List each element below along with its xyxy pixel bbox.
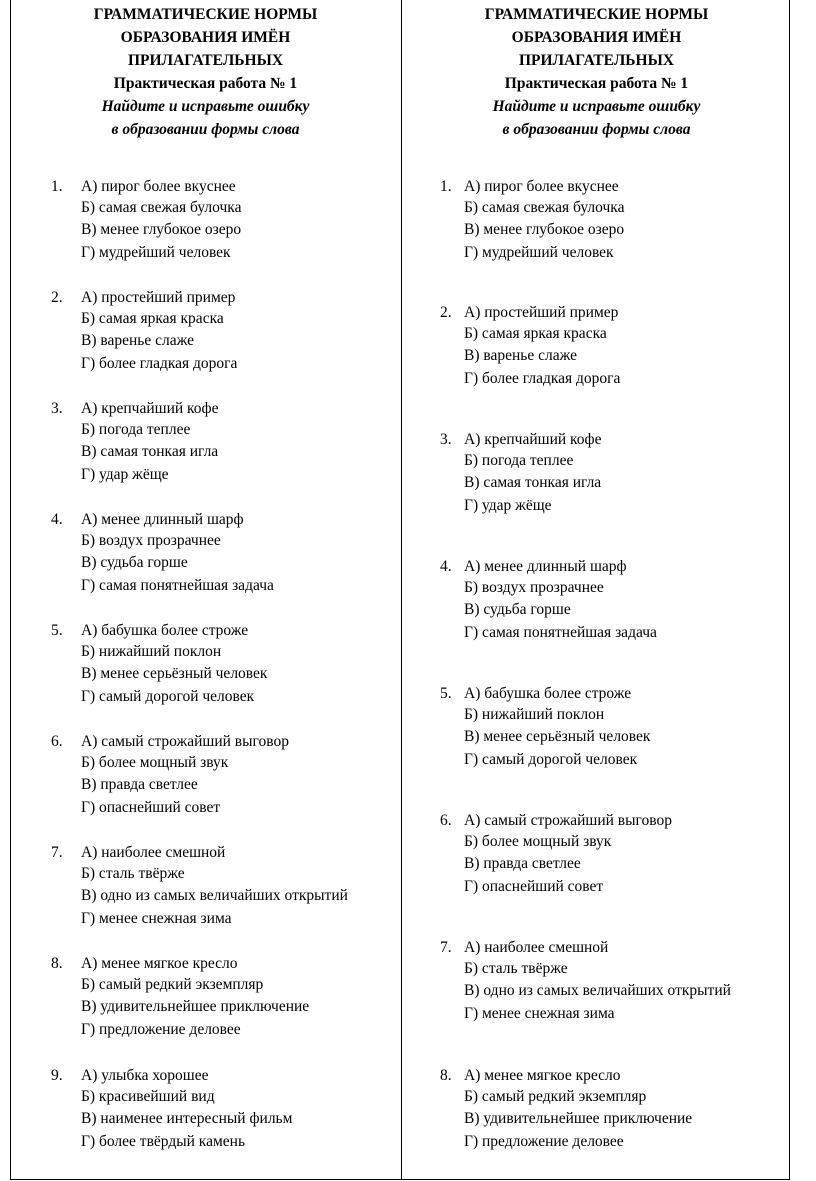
option-a: А) простейший пример — [81, 289, 236, 306]
option-a: А) бабушка более строже — [81, 622, 249, 639]
option-d: Г) удар жёще — [464, 497, 552, 514]
option-a: А) пирог более вкуснее — [81, 178, 236, 195]
option-b: Б) самый редкий экземпляр — [81, 976, 264, 993]
option-a: А) улыбка хорошее — [81, 1067, 209, 1084]
option-b: Б) воздух прозрачнее — [464, 579, 604, 596]
option-c: В) одно из самых величайших открытий — [464, 982, 731, 999]
option-c: В) судьба горше — [464, 601, 571, 618]
option-d: Г) более гладкая дорога — [81, 355, 238, 372]
option-d: Г) самая понятнейшая задача — [81, 577, 274, 594]
option-a: А) крепчайший кофе — [81, 400, 219, 417]
title-line-1: ГРАММАТИЧЕСКИЕ НОРМЫ — [93, 6, 318, 23]
task-number: 2. — [440, 304, 452, 321]
option-b: Б) погода теплее — [81, 421, 191, 438]
left-header — [11, 3, 400, 141]
task-number: 7. — [440, 939, 452, 956]
task-number: 7. — [51, 844, 63, 861]
option-c: В) самая тонкая игла — [464, 474, 602, 491]
option-d: Г) более твёрдый камень — [81, 1133, 246, 1150]
option-c: В) менее серьёзный человек — [464, 728, 651, 745]
instruction-line-2: в образовании формы слова — [502, 121, 691, 138]
option-c: В) менее глубокое озеро — [81, 221, 242, 238]
subtitle: Практическая работа № 1 — [113, 75, 298, 92]
instruction-line-2: в образовании формы слова — [111, 121, 300, 138]
option-c: В) варенье слаже — [464, 347, 577, 364]
option-a: А) крепчайший кофе — [464, 431, 602, 448]
option-b: Б) самая свежая булочка — [464, 199, 625, 216]
right-column — [402, 0, 791, 1180]
instruction-line-1: Найдите и исправьте ошибку — [492, 98, 701, 115]
option-c: В) варенье слаже — [81, 332, 194, 349]
option-d: Г) мудрейший человек — [81, 244, 231, 261]
option-b: Б) самая яркая краска — [464, 325, 607, 342]
task-number: 8. — [51, 955, 63, 972]
option-b: Б) сталь твёрже — [81, 865, 185, 882]
option-d: Г) опаснейший совет — [464, 878, 604, 895]
option-c: В) самая тонкая игла — [81, 443, 219, 460]
task-number: 3. — [440, 431, 452, 448]
task-number: 3. — [51, 400, 63, 417]
worksheet-table — [10, 0, 790, 1180]
option-b: Б) более мощный звук — [81, 754, 229, 771]
option-c: В) правда светлее — [464, 855, 581, 872]
option-b: Б) самый редкий экземпляр — [464, 1088, 647, 1105]
option-c: В) менее серьёзный человек — [81, 665, 268, 682]
option-d: Г) мудрейший человек — [464, 244, 614, 261]
title-line-2: ОБРАЗОВАНИЯ ИМЁН — [511, 29, 682, 46]
option-b: Б) воздух прозрачнее — [81, 532, 221, 549]
option-b: Б) сталь твёрже — [464, 960, 568, 977]
task-number: 6. — [440, 812, 452, 829]
option-d: Г) предложение деловее — [81, 1021, 241, 1038]
option-c: В) менее глубокое озеро — [464, 221, 625, 238]
title-line-1: ГРАММАТИЧЕСКИЕ НОРМЫ — [484, 6, 709, 23]
task-number: 8. — [440, 1067, 452, 1084]
option-a: А) пирог более вкуснее — [464, 178, 619, 195]
title-line-3: ПРИЛАГАТЕЛЬНЫХ — [127, 52, 284, 69]
task-number: 1. — [51, 178, 63, 195]
option-a: А) менее длинный шарф — [464, 558, 627, 575]
option-b: Б) нижайший поклон — [81, 643, 222, 660]
option-d: Г) самая понятнейшая задача — [464, 624, 657, 641]
option-d: Г) самый дорогой человек — [81, 688, 255, 705]
option-a: А) бабушка более строже — [464, 685, 632, 702]
task-number: 9. — [51, 1067, 63, 1084]
option-a: А) менее длинный шарф — [81, 511, 244, 528]
option-a: А) менее мягкое кресло — [81, 955, 238, 972]
option-a: А) простейший пример — [464, 304, 619, 321]
task-number: 2. — [51, 289, 63, 306]
option-a: А) самый строжайший выговор — [81, 733, 289, 750]
left-column — [11, 0, 400, 1180]
task-number: 5. — [440, 685, 452, 702]
option-a: А) самый строжайший выговор — [464, 812, 672, 829]
option-c: В) наименее интересный фильм — [81, 1110, 293, 1127]
option-c: В) удивительнейшее приключение — [464, 1110, 693, 1127]
option-b: Б) красивейший вид — [81, 1088, 215, 1105]
title-line-3: ПРИЛАГАТЕЛЬНЫХ — [518, 52, 675, 69]
option-c: В) судьба горше — [81, 554, 188, 571]
option-a: А) менее мягкое кресло — [464, 1067, 621, 1084]
option-b: Б) более мощный звук — [464, 833, 612, 850]
instruction-line-1: Найдите и исправьте ошибку — [101, 98, 310, 115]
option-d: Г) удар жёще — [81, 466, 169, 483]
option-b: Б) погода теплее — [464, 452, 574, 469]
task-number: 1. — [440, 178, 452, 195]
title-line-2: ОБРАЗОВАНИЯ ИМЁН — [120, 29, 291, 46]
task-number: 5. — [51, 622, 63, 639]
option-b: Б) самая яркая краска — [81, 310, 224, 327]
option-d: Г) менее снежная зима — [81, 910, 232, 927]
option-a: А) наиболее смешной — [81, 844, 226, 861]
task-number: 4. — [51, 511, 63, 528]
task-number: 4. — [440, 558, 452, 575]
right-header — [402, 3, 791, 141]
option-b: Б) нижайший поклон — [464, 706, 605, 723]
option-c: В) одно из самых величайших открытий — [81, 887, 348, 904]
subtitle: Практическая работа № 1 — [504, 75, 689, 92]
option-c: В) удивительнейшее приключение — [81, 998, 310, 1015]
option-a: А) наиболее смешной — [464, 939, 609, 956]
option-d: Г) предложение деловее — [464, 1133, 624, 1150]
option-d: Г) самый дорогой человек — [464, 751, 638, 768]
option-d: Г) менее снежная зима — [464, 1005, 615, 1022]
option-d: Г) опаснейший совет — [81, 799, 221, 816]
task-number: 6. — [51, 733, 63, 750]
option-d: Г) более гладкая дорога — [464, 370, 621, 387]
option-b: Б) самая свежая булочка — [81, 199, 242, 216]
option-c: В) правда светлее — [81, 776, 198, 793]
